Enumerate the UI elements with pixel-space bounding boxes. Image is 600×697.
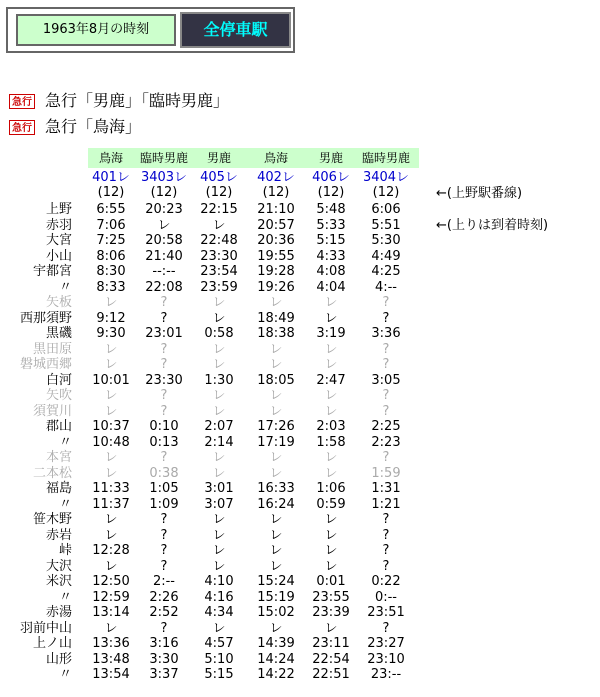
station-name: 〃 bbox=[58, 667, 72, 682]
time-cell: 3:01 bbox=[204, 481, 234, 496]
time-cell: 1:30 bbox=[204, 373, 234, 388]
date-tab[interactable]: 1963年8月の時刻 bbox=[16, 14, 176, 46]
time-cell: レ bbox=[104, 295, 118, 310]
time-cell: 7:06 bbox=[96, 218, 126, 233]
time-cell: 2:52 bbox=[149, 605, 179, 620]
all-stops-tab[interactable]: 全停車駅 bbox=[180, 12, 291, 48]
time-cell: 22:15 bbox=[200, 202, 238, 217]
station-name: 〃 bbox=[58, 435, 72, 450]
time-cell: 12:50 bbox=[92, 574, 130, 589]
time-cell: レ bbox=[104, 357, 118, 372]
time-cell: レ bbox=[212, 528, 226, 543]
time-cell: 4:08 bbox=[316, 264, 346, 279]
station-name: 福島 bbox=[45, 481, 72, 496]
time-cell: 4:16 bbox=[204, 590, 234, 605]
time-cell: 19:28 bbox=[257, 264, 295, 279]
time-cell: レ bbox=[269, 512, 283, 527]
time-cell: 2:03 bbox=[316, 419, 346, 434]
time-cell: 3:36 bbox=[371, 326, 401, 341]
time-cell: 11:33 bbox=[92, 481, 130, 496]
station-name: 黒磯 bbox=[45, 326, 72, 341]
time-cell: 4:33 bbox=[316, 249, 346, 264]
time-cell: レ bbox=[324, 528, 338, 543]
train-number: 406レ bbox=[312, 170, 350, 185]
time-cell: 2:-- bbox=[152, 574, 176, 589]
arrival-note: ←(上りは到着時刻) bbox=[436, 218, 549, 233]
time-cell: 13:54 bbox=[92, 667, 130, 682]
time-cell: レ bbox=[269, 450, 283, 465]
time-cell: ? bbox=[160, 528, 168, 543]
time-cell: レ bbox=[269, 543, 283, 558]
time-cell: 1:59 bbox=[371, 466, 401, 481]
station-name: 笹木野 bbox=[32, 512, 72, 527]
time-cell: レ bbox=[324, 388, 338, 403]
time-cell: レ bbox=[212, 621, 226, 636]
time-cell: レ bbox=[269, 559, 283, 574]
time-cell: 0:38 bbox=[149, 466, 179, 481]
time-cell: 10:48 bbox=[92, 435, 130, 450]
time-cell: レ bbox=[324, 295, 338, 310]
station-name: 上野 bbox=[45, 202, 72, 217]
train-platform: (12) bbox=[150, 185, 178, 200]
station-name: 〃 bbox=[58, 280, 72, 295]
station-name: 〃 bbox=[58, 590, 72, 605]
time-cell: 1:05 bbox=[149, 481, 179, 496]
time-cell: レ bbox=[212, 218, 226, 233]
time-cell: 23:39 bbox=[312, 605, 350, 620]
time-cell: レ bbox=[269, 466, 283, 481]
time-cell: 1:09 bbox=[149, 497, 179, 512]
time-cell: レ bbox=[212, 295, 226, 310]
train-platform: (12) bbox=[262, 185, 290, 200]
time-cell: 19:26 bbox=[257, 280, 295, 295]
time-cell: レ bbox=[324, 621, 338, 636]
time-cell: 22:48 bbox=[200, 233, 238, 248]
time-cell: レ bbox=[104, 528, 118, 543]
express-badge-icon: 急行 bbox=[9, 94, 35, 109]
time-cell: 12:59 bbox=[92, 590, 130, 605]
time-cell: ? bbox=[382, 528, 390, 543]
time-cell: 23:59 bbox=[200, 280, 238, 295]
station-name: 西那須野 bbox=[19, 311, 72, 326]
time-cell: 20:23 bbox=[145, 202, 183, 217]
time-cell: レ bbox=[212, 450, 226, 465]
time-cell: ? bbox=[382, 295, 390, 310]
time-cell: ? bbox=[160, 559, 168, 574]
time-cell: レ bbox=[324, 342, 338, 357]
time-cell: 22:54 bbox=[312, 652, 350, 667]
train-number: 3404レ bbox=[362, 170, 410, 185]
time-cell: 4:57 bbox=[204, 636, 234, 651]
time-cell: 9:30 bbox=[96, 326, 126, 341]
time-cell: ? bbox=[382, 450, 390, 465]
time-cell: レ bbox=[212, 559, 226, 574]
time-cell: ? bbox=[160, 342, 168, 357]
time-cell: 18:49 bbox=[257, 311, 295, 326]
station-name: 磐城西郷 bbox=[19, 357, 72, 372]
train-number: 3403レ bbox=[140, 170, 188, 185]
station-name: 峠 bbox=[58, 543, 72, 558]
time-cell: ? bbox=[160, 311, 168, 326]
time-cell: 0:01 bbox=[316, 574, 346, 589]
time-cell: 4:34 bbox=[204, 605, 234, 620]
time-cell: レ bbox=[104, 404, 118, 419]
time-cell: 1:58 bbox=[316, 435, 346, 450]
station-name: 須賀川 bbox=[32, 404, 72, 419]
time-cell: 20:57 bbox=[257, 218, 295, 233]
train-name: 男鹿 bbox=[206, 151, 231, 165]
time-cell: ? bbox=[160, 512, 168, 527]
time-cell: レ bbox=[269, 388, 283, 403]
time-cell: 3:16 bbox=[149, 636, 179, 651]
time-cell: レ bbox=[212, 388, 226, 403]
time-cell: レ bbox=[104, 342, 118, 357]
station-name: 赤岩 bbox=[45, 528, 72, 543]
train-platform: (12) bbox=[317, 185, 345, 200]
time-cell: 23:10 bbox=[367, 652, 405, 667]
train-name: 臨時男鹿 bbox=[361, 151, 410, 165]
time-cell: レ bbox=[269, 342, 283, 357]
time-cell: 18:38 bbox=[257, 326, 295, 341]
time-cell: レ bbox=[269, 528, 283, 543]
time-cell: 0:22 bbox=[371, 574, 401, 589]
time-cell: 19:55 bbox=[257, 249, 295, 264]
time-cell: レ bbox=[269, 404, 283, 419]
time-cell: 23:55 bbox=[312, 590, 350, 605]
time-cell: 21:10 bbox=[257, 202, 295, 217]
time-cell: 14:22 bbox=[257, 667, 295, 682]
station-name: 赤湯 bbox=[45, 605, 72, 620]
time-cell: ? bbox=[382, 311, 390, 326]
time-cell: レ bbox=[104, 559, 118, 574]
time-cell: 13:14 bbox=[92, 605, 130, 620]
time-cell: 23:30 bbox=[200, 249, 238, 264]
time-cell: ? bbox=[382, 388, 390, 403]
time-cell: 3:07 bbox=[204, 497, 234, 512]
time-cell: 4:10 bbox=[204, 574, 234, 589]
time-cell: ? bbox=[382, 543, 390, 558]
time-cell: レ bbox=[324, 559, 338, 574]
train-platform: (12) bbox=[372, 185, 400, 200]
time-cell: 13:36 bbox=[92, 636, 130, 651]
time-cell: レ bbox=[269, 357, 283, 372]
train-name: 男鹿 bbox=[318, 151, 343, 165]
station-name: 大宮 bbox=[45, 233, 72, 248]
time-cell: 17:26 bbox=[257, 419, 295, 434]
time-cell: ? bbox=[382, 559, 390, 574]
train-name: 鳥海 bbox=[263, 151, 288, 165]
train-number: 401レ bbox=[92, 170, 130, 185]
time-cell: レ bbox=[104, 466, 118, 481]
time-cell: 6:55 bbox=[96, 202, 126, 217]
station-name: 黒田原 bbox=[32, 342, 72, 357]
station-name: 米沢 bbox=[45, 574, 72, 589]
time-cell: 0:-- bbox=[374, 590, 398, 605]
station-name: 山形 bbox=[45, 652, 72, 667]
time-cell: 23:27 bbox=[367, 636, 405, 651]
time-cell: 0:58 bbox=[204, 326, 234, 341]
time-cell: レ bbox=[269, 621, 283, 636]
time-cell: 3:19 bbox=[316, 326, 346, 341]
express-badge-icon: 急行 bbox=[9, 120, 35, 135]
time-cell: 1:31 bbox=[371, 481, 401, 496]
time-cell: 1:21 bbox=[371, 497, 401, 512]
title-chokai-text: 急行「鳥海」 bbox=[45, 117, 142, 136]
time-cell: 22:08 bbox=[145, 280, 183, 295]
time-cell: 2:25 bbox=[371, 419, 401, 434]
time-cell: 12:28 bbox=[92, 543, 130, 558]
time-cell: 0:13 bbox=[149, 435, 179, 450]
time-cell: 9:12 bbox=[96, 311, 126, 326]
time-cell: 20:36 bbox=[257, 233, 295, 248]
time-cell: 5:15 bbox=[316, 233, 346, 248]
time-cell: 3:30 bbox=[149, 652, 179, 667]
time-cell: レ bbox=[104, 450, 118, 465]
time-cell: 0:10 bbox=[149, 419, 179, 434]
station-name: 本宮 bbox=[45, 450, 72, 465]
time-cell: レ bbox=[269, 295, 283, 310]
time-cell: 2:23 bbox=[371, 435, 401, 450]
time-cell: 23:30 bbox=[145, 373, 183, 388]
time-cell: レ bbox=[212, 357, 226, 372]
time-cell: 8:06 bbox=[96, 249, 126, 264]
station-name: 矢吹 bbox=[45, 388, 72, 403]
time-cell: 2:14 bbox=[204, 435, 234, 450]
time-cell: 23:-- bbox=[370, 667, 402, 682]
time-cell: レ bbox=[212, 512, 226, 527]
time-cell: 21:40 bbox=[145, 249, 183, 264]
time-cell: 5:10 bbox=[204, 652, 234, 667]
time-cell: ? bbox=[382, 342, 390, 357]
time-cell: 5:33 bbox=[316, 218, 346, 233]
time-cell: 0:59 bbox=[316, 497, 346, 512]
time-cell: ? bbox=[382, 357, 390, 372]
time-cell: 2:47 bbox=[316, 373, 346, 388]
time-cell: 17:19 bbox=[257, 435, 295, 450]
station-name: 上ノ山 bbox=[32, 636, 72, 651]
time-cell: レ bbox=[324, 311, 338, 326]
time-cell: 13:48 bbox=[92, 652, 130, 667]
time-cell: 14:39 bbox=[257, 636, 295, 651]
station-name: 羽前中山 bbox=[19, 621, 72, 636]
time-cell: レ bbox=[104, 388, 118, 403]
time-cell: 23:11 bbox=[312, 636, 350, 651]
station-name: 郡山 bbox=[45, 419, 72, 434]
time-cell: 10:01 bbox=[92, 373, 130, 388]
time-cell: 5:48 bbox=[316, 202, 346, 217]
station-name: 白河 bbox=[45, 373, 72, 388]
train-platform: (12) bbox=[205, 185, 233, 200]
train-number: 405レ bbox=[200, 170, 238, 185]
time-cell: ? bbox=[160, 450, 168, 465]
time-cell: 5:30 bbox=[371, 233, 401, 248]
time-cell: レ bbox=[324, 512, 338, 527]
time-cell: 23:54 bbox=[200, 264, 238, 279]
time-cell: 5:15 bbox=[204, 667, 234, 682]
time-cell: 8:33 bbox=[96, 280, 126, 295]
time-cell: --:-- bbox=[152, 264, 176, 279]
station-name: 赤羽 bbox=[45, 218, 72, 233]
time-cell: 4:04 bbox=[316, 280, 346, 295]
time-cell: レ bbox=[157, 218, 171, 233]
station-name: 矢板 bbox=[45, 295, 72, 310]
time-cell: 15:02 bbox=[257, 605, 295, 620]
time-cell: 1:06 bbox=[316, 481, 346, 496]
train-number: 402レ bbox=[257, 170, 295, 185]
time-cell: 2:26 bbox=[149, 590, 179, 605]
station-name: 小山 bbox=[45, 249, 72, 264]
station-name: 宇都宮 bbox=[32, 264, 72, 279]
time-cell: レ bbox=[324, 466, 338, 481]
time-cell: 16:24 bbox=[257, 497, 295, 512]
time-cell: レ bbox=[324, 404, 338, 419]
station-name: 大沢 bbox=[45, 559, 72, 574]
time-cell: 4:25 bbox=[371, 264, 401, 279]
time-cell: レ bbox=[324, 357, 338, 372]
time-cell: 15:24 bbox=[257, 574, 295, 589]
train-platform: (12) bbox=[97, 185, 125, 200]
time-cell: ? bbox=[160, 404, 168, 419]
time-cell: 4:-- bbox=[374, 280, 398, 295]
time-cell: ? bbox=[160, 621, 168, 636]
time-cell: レ bbox=[104, 512, 118, 527]
time-cell: レ bbox=[212, 404, 226, 419]
time-cell: 2:07 bbox=[204, 419, 234, 434]
station-name: 〃 bbox=[58, 497, 72, 512]
time-cell: レ bbox=[212, 466, 226, 481]
time-cell: ? bbox=[160, 295, 168, 310]
time-cell: 16:33 bbox=[257, 481, 295, 496]
time-cell: 3:37 bbox=[149, 667, 179, 682]
time-cell: レ bbox=[104, 621, 118, 636]
time-cell: レ bbox=[212, 342, 226, 357]
train-name: 臨時男鹿 bbox=[139, 151, 188, 165]
time-cell: 8:30 bbox=[96, 264, 126, 279]
time-cell: 18:05 bbox=[257, 373, 295, 388]
station-name: 二本松 bbox=[32, 466, 72, 481]
time-cell: レ bbox=[212, 543, 226, 558]
platform-note: ←(上野駅番線) bbox=[436, 186, 523, 201]
time-cell: 11:37 bbox=[92, 497, 130, 512]
time-cell: 7:25 bbox=[96, 233, 126, 248]
time-cell: レ bbox=[324, 450, 338, 465]
time-cell: ? bbox=[160, 388, 168, 403]
time-cell: 10:37 bbox=[92, 419, 130, 434]
time-cell: 23:01 bbox=[145, 326, 183, 341]
time-cell: ? bbox=[382, 512, 390, 527]
time-cell: レ bbox=[324, 543, 338, 558]
time-cell: ? bbox=[382, 621, 390, 636]
time-cell: 22:51 bbox=[312, 667, 350, 682]
time-cell: ? bbox=[160, 543, 168, 558]
time-cell: 14:24 bbox=[257, 652, 295, 667]
time-cell: 6:06 bbox=[371, 202, 401, 217]
time-cell: ? bbox=[160, 357, 168, 372]
time-cell: 15:19 bbox=[257, 590, 295, 605]
time-cell: レ bbox=[212, 311, 226, 326]
time-cell: 3:05 bbox=[371, 373, 401, 388]
train-name: 鳥海 bbox=[98, 151, 123, 165]
time-cell: 4:49 bbox=[371, 249, 401, 264]
time-cell: ? bbox=[382, 404, 390, 419]
title-oga-text: 急行「男鹿」「臨時男鹿」 bbox=[45, 91, 230, 110]
time-cell: 20:58 bbox=[145, 233, 183, 248]
time-cell: 5:51 bbox=[371, 218, 401, 233]
time-cell: 23:51 bbox=[367, 605, 405, 620]
